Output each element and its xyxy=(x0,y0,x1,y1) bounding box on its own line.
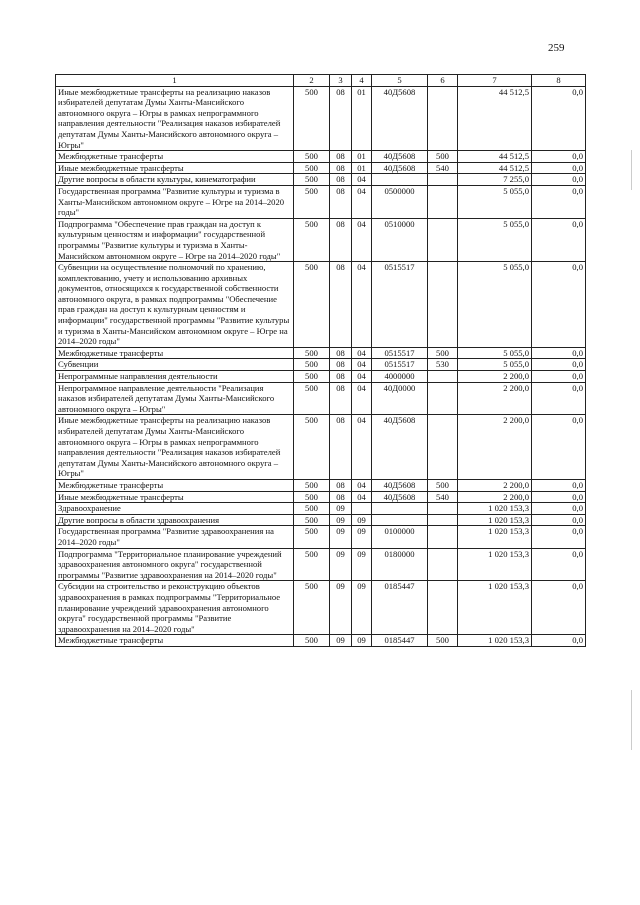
table-row xyxy=(56,635,586,647)
row-amount-2: 0,0 xyxy=(532,86,586,151)
row-target-code: 40Д5608 xyxy=(372,162,428,174)
row-name: Иные межбюджетные трансферты на реализацию наказов избирателей депутатам Думы Ханты-Мансийского автономного округа – Югры в рамках непрограммного направления деятельности "Реализация наказов избирателей депутатам Думы Ханты-Мансийского автономного округа – Югры" xyxy=(56,86,294,151)
row-section-code: 09 xyxy=(330,503,352,515)
header-col-5: 5 xyxy=(372,75,428,87)
row-amount-2: 0,0 xyxy=(532,262,586,348)
row-expense-type xyxy=(428,185,458,218)
row-subsection-code: 04 xyxy=(352,371,372,383)
row-subsection-code: 01 xyxy=(352,162,372,174)
row-amount: 1 020 153,3 xyxy=(458,635,532,647)
page-number: 259 xyxy=(548,42,565,54)
row-amount: 7 255,0 xyxy=(458,174,532,186)
row-name: Здравоохранение xyxy=(56,503,294,515)
scan-edge-mark xyxy=(631,690,632,750)
row-name: Иные межбюджетные трансферты на реализацию наказов избирателей депутатам Думы Ханты-Мансийского автономного округа – Югры в рамках непрограммного направления деятельности "Реализация наказов избирателей депутатам Думы Ханты-Мансийского автономного округа – Югры" xyxy=(56,415,294,480)
row-subsection-code: 09 xyxy=(352,514,372,526)
row-admin-code: 500 xyxy=(294,491,330,503)
row-subsection-code: 04 xyxy=(352,347,372,359)
row-target-code: 40Д5608 xyxy=(372,479,428,491)
row-admin-code: 500 xyxy=(294,526,330,548)
row-name: Межбюджетные трансферты xyxy=(56,151,294,163)
row-target-code xyxy=(372,514,428,526)
row-amount: 1 020 153,3 xyxy=(458,548,532,581)
table-row xyxy=(56,526,586,548)
row-expense-type: 500 xyxy=(428,347,458,359)
row-admin-code: 500 xyxy=(294,185,330,218)
row-section-code: 08 xyxy=(330,218,352,261)
row-amount-2: 0,0 xyxy=(532,548,586,581)
row-admin-code: 500 xyxy=(294,262,330,348)
row-target-code: 40Д5608 xyxy=(372,151,428,163)
row-section-code: 08 xyxy=(330,86,352,151)
row-admin-code: 500 xyxy=(294,359,330,371)
row-amount: 5 055,0 xyxy=(458,185,532,218)
row-amount-2: 0,0 xyxy=(532,371,586,383)
row-section-code: 08 xyxy=(330,347,352,359)
row-expense-type xyxy=(428,218,458,261)
row-amount: 5 055,0 xyxy=(458,262,532,348)
row-target-code: 40Д5608 xyxy=(372,86,428,151)
row-name: Иные межбюджетные трансферты xyxy=(56,491,294,503)
row-expense-type: 500 xyxy=(428,635,458,647)
row-amount: 1 020 153,3 xyxy=(458,526,532,548)
row-admin-code: 500 xyxy=(294,382,330,415)
row-amount: 2 200,0 xyxy=(458,491,532,503)
row-target-code: 0515517 xyxy=(372,347,428,359)
row-amount-2: 0,0 xyxy=(532,415,586,480)
row-amount-2: 0,0 xyxy=(532,382,586,415)
row-subsection-code: 04 xyxy=(352,491,372,503)
row-section-code: 08 xyxy=(330,382,352,415)
row-admin-code: 500 xyxy=(294,151,330,163)
row-target-code: 0185447 xyxy=(372,635,428,647)
row-amount-2: 0,0 xyxy=(532,162,586,174)
row-admin-code: 500 xyxy=(294,503,330,515)
row-subsection-code: 04 xyxy=(352,479,372,491)
row-section-code: 08 xyxy=(330,359,352,371)
row-subsection-code: 04 xyxy=(352,174,372,186)
table-row xyxy=(56,479,586,491)
row-subsection-code: 04 xyxy=(352,359,372,371)
header-col-7: 7 xyxy=(458,75,532,87)
row-name: Межбюджетные трансферты xyxy=(56,347,294,359)
row-expense-type xyxy=(428,86,458,151)
row-target-code: 40Д0000 xyxy=(372,382,428,415)
row-subsection-code: 04 xyxy=(352,382,372,415)
table-row xyxy=(56,503,586,515)
row-admin-code: 500 xyxy=(294,635,330,647)
row-amount-2: 0,0 xyxy=(532,581,586,635)
row-amount-2: 0,0 xyxy=(532,218,586,261)
row-name: Непрограммное направление деятельности "Реализация наказов избирателей депутатам Думы Ханты-Мансийского автономного округа – Югры" xyxy=(56,382,294,415)
row-target-code: 0515517 xyxy=(372,359,428,371)
row-target-code: 40Д5608 xyxy=(372,491,428,503)
row-target-code: 4000000 xyxy=(372,371,428,383)
table-row xyxy=(56,359,586,371)
row-subsection-code: 01 xyxy=(352,86,372,151)
row-amount: 2 200,0 xyxy=(458,382,532,415)
row-amount: 1 020 153,3 xyxy=(458,503,532,515)
row-expense-type xyxy=(428,382,458,415)
row-admin-code: 500 xyxy=(294,218,330,261)
row-target-code xyxy=(372,174,428,186)
table-row xyxy=(56,185,586,218)
row-expense-type: 500 xyxy=(428,151,458,163)
row-subsection-code xyxy=(352,503,372,515)
table-row xyxy=(56,151,586,163)
row-amount-2: 0,0 xyxy=(532,151,586,163)
row-name: Другие вопросы в области культуры, кинематографии xyxy=(56,174,294,186)
row-subsection-code: 04 xyxy=(352,415,372,480)
row-amount-2: 0,0 xyxy=(532,185,586,218)
row-subsection-code: 09 xyxy=(352,548,372,581)
row-name: Государственная программа "Развитие здравоохранения на 2014–2020 годы" xyxy=(56,526,294,548)
row-amount: 5 055,0 xyxy=(458,347,532,359)
row-expense-type xyxy=(428,526,458,548)
row-section-code: 08 xyxy=(330,174,352,186)
row-target-code: 0180000 xyxy=(372,548,428,581)
table-row xyxy=(56,382,586,415)
table-row xyxy=(56,174,586,186)
table-row xyxy=(56,86,586,151)
row-name: Иные межбюджетные трансферты xyxy=(56,162,294,174)
row-name: Государственная программа "Развитие культуры и туризма в Ханты-Мансийском автономном округе – Югре на 2014–2020 годы" xyxy=(56,185,294,218)
row-amount: 1 020 153,3 xyxy=(458,581,532,635)
row-admin-code: 500 xyxy=(294,174,330,186)
row-expense-type xyxy=(428,174,458,186)
row-admin-code: 500 xyxy=(294,548,330,581)
row-expense-type xyxy=(428,371,458,383)
row-target-code xyxy=(372,503,428,515)
row-admin-code: 500 xyxy=(294,347,330,359)
row-section-code: 09 xyxy=(330,635,352,647)
row-section-code: 08 xyxy=(330,262,352,348)
row-name: Межбюджетные трансферты xyxy=(56,479,294,491)
row-subsection-code: 04 xyxy=(352,218,372,261)
row-target-code: 0500000 xyxy=(372,185,428,218)
row-expense-type xyxy=(428,581,458,635)
row-name: Субсидии на строительство и реконструкцию объектов здравоохранения в рамках подпрограммы "Территориальное планирование учреждений здравоохранения автономного округа" государственной программы "Развитие здравоохранения на 2014–2020 годы" xyxy=(56,581,294,635)
table-row xyxy=(56,491,586,503)
row-name: Другие вопросы в области здравоохранения xyxy=(56,514,294,526)
row-target-code: 0185447 xyxy=(372,581,428,635)
row-amount-2: 0,0 xyxy=(532,491,586,503)
row-admin-code: 500 xyxy=(294,514,330,526)
row-section-code: 09 xyxy=(330,526,352,548)
row-target-code: 0100000 xyxy=(372,526,428,548)
row-expense-type xyxy=(428,415,458,480)
row-amount-2: 0,0 xyxy=(532,514,586,526)
row-expense-type: 540 xyxy=(428,162,458,174)
table-row xyxy=(56,262,586,348)
table-row xyxy=(56,548,586,581)
table-row xyxy=(56,415,586,480)
row-name: Непрограммные направления деятельности xyxy=(56,371,294,383)
row-amount: 1 020 153,3 xyxy=(458,514,532,526)
table-row xyxy=(56,514,586,526)
row-expense-type xyxy=(428,514,458,526)
table-row xyxy=(56,347,586,359)
row-amount-2: 0,0 xyxy=(532,174,586,186)
row-amount: 2 200,0 xyxy=(458,371,532,383)
row-subsection-code: 09 xyxy=(352,635,372,647)
row-section-code: 08 xyxy=(330,415,352,480)
row-expense-type: 530 xyxy=(428,359,458,371)
header-col-8: 8 xyxy=(532,75,586,87)
row-expense-type xyxy=(428,548,458,581)
row-amount-2: 0,0 xyxy=(532,526,586,548)
header-col-3: 3 xyxy=(330,75,352,87)
row-admin-code: 500 xyxy=(294,162,330,174)
table-row xyxy=(56,581,586,635)
row-expense-type xyxy=(428,262,458,348)
row-name: Субвенции xyxy=(56,359,294,371)
row-subsection-code: 04 xyxy=(352,185,372,218)
row-amount: 2 200,0 xyxy=(458,415,532,480)
row-amount: 44 512,5 xyxy=(458,86,532,151)
row-section-code: 09 xyxy=(330,548,352,581)
table-header-row xyxy=(56,75,586,87)
row-admin-code: 500 xyxy=(294,86,330,151)
row-amount-2: 0,0 xyxy=(532,635,586,647)
row-admin-code: 500 xyxy=(294,371,330,383)
row-expense-type: 500 xyxy=(428,479,458,491)
row-amount-2: 0,0 xyxy=(532,479,586,491)
row-expense-type xyxy=(428,503,458,515)
row-amount: 2 200,0 xyxy=(458,479,532,491)
row-section-code: 08 xyxy=(330,479,352,491)
row-subsection-code: 01 xyxy=(352,151,372,163)
row-section-code: 08 xyxy=(330,491,352,503)
table-row xyxy=(56,218,586,261)
row-section-code: 08 xyxy=(330,371,352,383)
header-col-4: 4 xyxy=(352,75,372,87)
table-row xyxy=(56,162,586,174)
row-amount-2: 0,0 xyxy=(532,359,586,371)
row-amount: 44 512,5 xyxy=(458,162,532,174)
row-subsection-code: 09 xyxy=(352,581,372,635)
row-subsection-code: 09 xyxy=(352,526,372,548)
table-row xyxy=(56,371,586,383)
header-col-2: 2 xyxy=(294,75,330,87)
row-name: Межбюджетные трансферты xyxy=(56,635,294,647)
row-admin-code: 500 xyxy=(294,581,330,635)
row-amount: 5 055,0 xyxy=(458,218,532,261)
row-section-code: 09 xyxy=(330,514,352,526)
row-target-code: 0515517 xyxy=(372,262,428,348)
row-amount-2: 0,0 xyxy=(532,347,586,359)
row-name: Субвенции на осуществление полномочий по хранению, комплектованию, учету и использованию архивных документов, относящихся к государственной собственности автономного округа, в рамках подпрограммы "Обеспечение прав граждан на доступ к культурным ценностям и информации" государственной программы "Развитие культуры и туризма в Ханты-Мансийском автономном округе – Югре на 2014–2020 годы" xyxy=(56,262,294,348)
row-section-code: 08 xyxy=(330,151,352,163)
row-section-code: 08 xyxy=(330,185,352,218)
row-expense-type: 540 xyxy=(428,491,458,503)
row-amount: 44 512,5 xyxy=(458,151,532,163)
budget-table xyxy=(55,74,586,647)
row-name: Подпрограмма "Обеспечение прав граждан на доступ к культурным ценностям и информации" государственной программы "Развитие культуры и туризма в Ханты-Мансийском автономном округе – Югре на 2014–2020 годы" xyxy=(56,218,294,261)
scan-edge-mark xyxy=(631,150,632,190)
row-target-code: 40Д5608 xyxy=(372,415,428,480)
row-section-code: 08 xyxy=(330,162,352,174)
header-col-1: 1 xyxy=(56,75,294,87)
row-admin-code: 500 xyxy=(294,415,330,480)
row-amount: 5 055,0 xyxy=(458,359,532,371)
row-target-code: 0510000 xyxy=(372,218,428,261)
header-col-6: 6 xyxy=(428,75,458,87)
row-section-code: 09 xyxy=(330,581,352,635)
row-amount-2: 0,0 xyxy=(532,503,586,515)
row-subsection-code: 04 xyxy=(352,262,372,348)
row-name: Подпрограмма "Территориальное планирование учреждений здравоохранения автономного округа" государственной программы "Развитие здравоохранения на 2014–2020 годы" xyxy=(56,548,294,581)
row-admin-code: 500 xyxy=(294,479,330,491)
